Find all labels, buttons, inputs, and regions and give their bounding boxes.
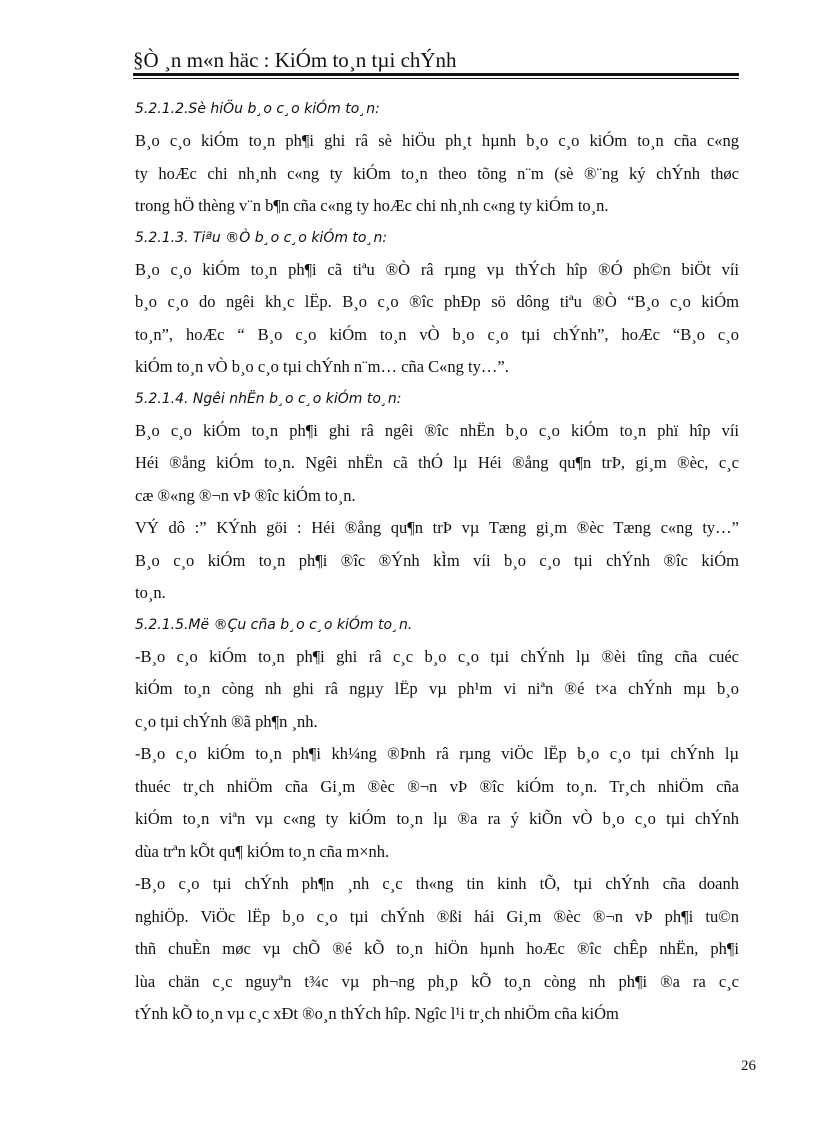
section-heading: 5.2.1.3. Tiªu ®Ò b¸o c¸o kiÓm to¸n:	[135, 229, 388, 246]
text-line: b¸o c¸o do ngêi kh¸c lËp. B¸o c¸o ®îc phÐp sö dông tiªu ®Ò “B¸o c¸o kiÓm	[135, 292, 739, 311]
text-line: thuéc tr¸ch nhiÖm cña Gi¸m ®èc ®¬n vÞ ®îc kiÓm to¸n. Tr¸ch nhiÖm cña	[135, 776, 739, 796]
text-line: VÝ dô :” KÝnh göi : Héi ®ång qu¶n trÞ vµ Tæng gi¸m ®èc Tæng c«ng ty…”	[135, 518, 739, 537]
paragraph	[135, 254, 739, 384]
text-line: -B¸o c¸o kiÓm to¸n ph¶i ghi râ c¸c b¸o c¸o tµi chÝnh lµ ®èi tîng cña cuéc	[135, 646, 739, 666]
text-line: nghiÖp. ViÖc lËp b¸o c¸o tµi chÝnh ®ßi hái Gi¸m ®èc ®¬n vÞ ph¶i tu©n	[135, 906, 739, 926]
paragraph	[135, 738, 739, 868]
paragraph	[135, 868, 739, 1031]
text-line: B¸o c¸o kiÓm to¸n ph¶i ghi râ sè hiÖu ph¸t hµnh b¸o c¸o kiÓm to¸n cña c«ng	[135, 131, 739, 150]
text-line: Héi ®ång kiÓm to¸n. Ngêi nhËn cã thÓ lµ Héi ®ång qu¶n trÞ, gi¸m ®èc, c¸c	[135, 453, 739, 472]
text-line: to¸n.	[135, 583, 166, 602]
section-heading: 5.2.1.5.Më ®Çu cña b¸o c¸o kiÓm to¸n.	[135, 616, 413, 633]
text-line: dùa trªn kÕt qu¶ kiÓm to¸n cña m×nh.	[135, 841, 390, 861]
header-rule-thin	[133, 78, 739, 79]
text-line: ty hoÆc chi nh¸nh c«ng ty kiÓm to¸n theo tõng n¨m (sè ®¨ng ký chÝnh thøc	[135, 163, 739, 183]
document-body	[135, 94, 739, 1031]
text-line: B¸o c¸o kiÓm to¸n ph¶i ghi râ ngêi ®îc nhËn b¸o c¸o kiÓm to¸n phï hîp víi	[135, 420, 739, 440]
text-line: c¸o tµi chÝnh ®ã ph¶n ¸nh.	[135, 711, 318, 731]
text-line: B¸o c¸o kiÓm to¸n ph¶i ®îc ®Ýnh kÌm víi b¸o c¸o tµi chÝnh ®îc kiÓm	[135, 550, 739, 570]
page-number: 26	[741, 1058, 756, 1074]
paragraph	[135, 415, 739, 513]
section-heading: 5.2.1.2.Sè hiÖu b¸o c¸o kiÓm to¸n:	[135, 101, 380, 117]
paragraph	[135, 512, 739, 610]
text-line: kiÓm to¸n viªn vµ c«ng ty kiÓm to¸n lµ ®a ra ý kiÕn vÒ b¸o c¸o tµi chÝnh	[135, 809, 739, 828]
text-line: tÝnh kÕ to¸n vµ c¸c xÐt ®o¸n thÝch hîp. Ngîc l¹i tr¸ch nhiÖm cña kiÓm	[135, 1004, 619, 1023]
header-rule	[133, 73, 739, 76]
text-line: -B¸o c¸o kiÓm to¸n ph¶i kh¼ng ®Þnh râ rµng viÖc lËp b¸o c¸o tµi chÝnh lµ	[135, 744, 739, 763]
text-line: lùa chän c¸c nguyªn t¾c vµ ph¬ng ph¸p kÕ to¸n còng nh ph¶i ®a ra c¸c	[135, 971, 739, 991]
running-header: §Ò ¸n m«n häc : KiÓm to¸n tµi chÝnh	[133, 48, 457, 72]
paragraph	[135, 125, 739, 223]
text-line: B¸o c¸o kiÓm to¸n ph¶i cã tiªu ®Ò râ rµng vµ thÝch hîp ®Ó ph©n biÖt víi	[135, 259, 739, 279]
text-line: cæ ®«ng ®¬n vÞ ®îc kiÓm to¸n.	[135, 485, 356, 505]
text-line: to¸n”, hoÆc “ B¸o c¸o kiÓm to¸n vÒ b¸o c¸o tµi chÝnh”, hoÆc “B¸o c¸o	[135, 324, 739, 344]
text-line: kiÓm to¸n vÒ b¸o c¸o tµi chÝnh n¨m… cña C«ng ty…”.	[135, 357, 509, 376]
text-line: trong hÖ thèng v¨n b¶n cña c«ng ty hoÆc chi nh¸nh c«ng ty kiÓm to¸n.	[135, 196, 609, 215]
section-heading: 5.2.1.4. Ngêi nhËn b¸o c¸o kiÓm to¸n:	[135, 390, 402, 407]
text-line: thñ chuÈn møc vµ chÕ ®é kÕ to¸n hiÖn hµnh hoÆc ®îc chÊp nhËn, ph¶i	[135, 939, 739, 958]
text-line: kiÓm to¸n còng nh ghi râ ngµy lËp vµ ph¹m vi niªn ®é t×a chÝnh mµ b¸o	[135, 679, 739, 698]
paragraph	[135, 641, 739, 739]
text-line: -B¸o c¸o tµi chÝnh ph¶n ¸nh c¸c th«ng tin kinh tÕ, tµi chÝnh cña doanh	[135, 874, 739, 893]
